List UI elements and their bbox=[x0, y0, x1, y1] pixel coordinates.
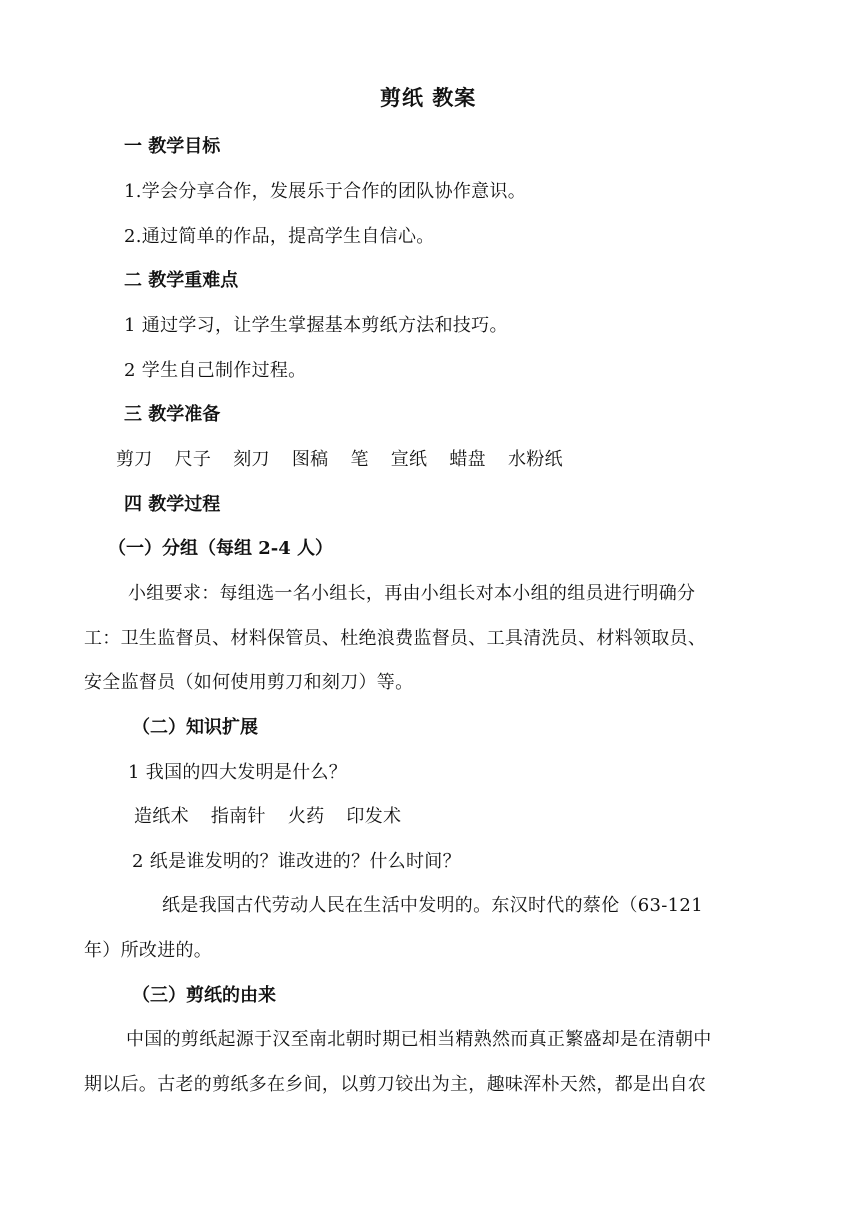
section-heading-preparation: 三 教学准备 bbox=[124, 404, 221, 425]
tool-item: 宣纸 bbox=[390, 449, 428, 470]
tool-item: 刻刀 bbox=[233, 449, 270, 470]
tool-item: 剪刀 bbox=[116, 449, 153, 470]
section-heading-key-points: 二 教学重难点 bbox=[124, 270, 239, 291]
key-point-item-1: 1 通过学习，让学生掌握基本剪纸方法和技巧。 bbox=[124, 315, 508, 336]
invention-item: 印发术 bbox=[346, 806, 402, 827]
section-heading-process: 四 教学过程 bbox=[124, 494, 221, 515]
key-point-item-2: 2 学生自己制作过程。 bbox=[124, 360, 307, 381]
tool-item: 笔 bbox=[350, 449, 369, 470]
goal-item-2: 2.通过简单的作品，提高学生自信心。 bbox=[124, 226, 435, 247]
grouping-text-line-3: 安全监督员（如何使用剪刀和刻刀）等。 bbox=[84, 672, 414, 693]
tool-item: 尺子 bbox=[174, 449, 212, 470]
knowledge-question-1: 1 我国的四大发明是什么？ bbox=[128, 762, 348, 783]
tools-list bbox=[116, 448, 585, 472]
section-heading-goals: 一 教学目标 bbox=[124, 136, 221, 157]
tool-item: 图稿 bbox=[291, 449, 329, 470]
tool-item: 水粉纸 bbox=[507, 449, 563, 470]
inventions-list bbox=[134, 805, 423, 829]
goal-item-1: 1.学会分享合作，发展乐于合作的团队协作意识。 bbox=[124, 181, 527, 202]
invention-item: 指南针 bbox=[210, 806, 266, 827]
subsection-heading-knowledge: （二）知识扩展 bbox=[132, 717, 258, 738]
subsection-heading-origin: （三）剪纸的由来 bbox=[132, 985, 276, 1006]
grouping-text-line-2: 工：卫生监督员、材料保管员、杜绝浪费监督员、工具清洗员、材料领取员、 bbox=[84, 628, 707, 649]
invention-item: 火药 bbox=[287, 806, 325, 827]
knowledge-answer-line-1: 纸是我国古代劳动人民在生活中发明的。东汉时代的蔡伦（63-121 bbox=[162, 895, 703, 916]
origin-text-line-2: 期以后。古老的剪纸多在乡间，以剪刀铰出为主，趣味浑朴天然，都是出自农 bbox=[84, 1074, 707, 1095]
subsection-heading-grouping: （一）分组（每组 2-4 人） bbox=[108, 538, 334, 559]
tool-item: 蜡盘 bbox=[449, 449, 486, 470]
document-title: 剪纸 教案 bbox=[380, 85, 477, 110]
knowledge-answer-line-2: 年）所改进的。 bbox=[84, 940, 213, 961]
origin-text-line-1: 中国的剪纸起源于汉至南北朝时期已相当精熟然而真正繁盛却是在清朝中 bbox=[126, 1029, 712, 1050]
invention-item: 造纸术 bbox=[134, 806, 189, 827]
knowledge-question-2: 2 纸是谁发明的？谁改进的？什么时间？ bbox=[132, 851, 461, 872]
grouping-text-line-1: 小组要求：每组选一名小组长，再由小组长对本小组的组员进行明确分 bbox=[128, 583, 696, 604]
